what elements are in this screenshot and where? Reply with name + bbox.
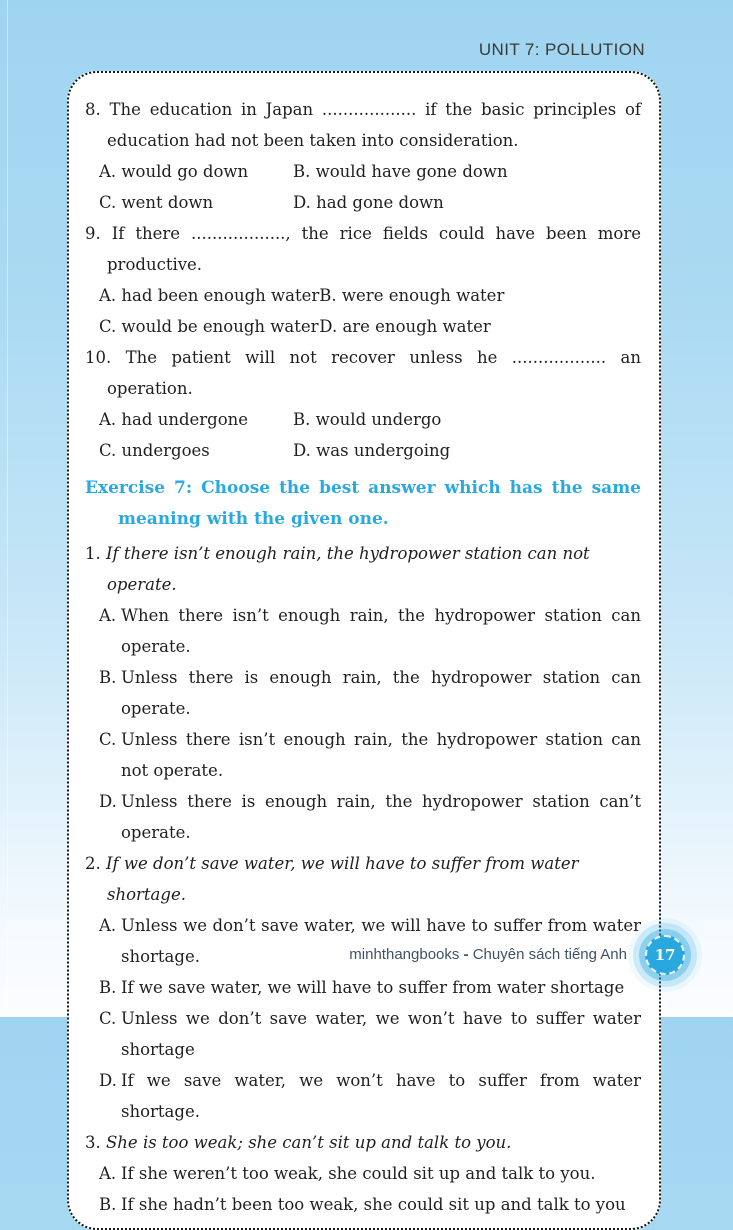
option-label: D. [99,1071,117,1090]
option-text: had undergone [121,410,249,429]
footer [349,945,627,965]
question-number: 9. [85,224,101,243]
option-text: had gone down [316,193,444,212]
option-label: B. [293,410,311,429]
question-number: 8. [85,100,101,119]
option-text: When there isn’t enough rain, the hydropower station can operate. [121,606,641,656]
option-label: B. [99,1195,117,1214]
footer-tagline: Chuyên sách tiếng Anh [472,946,627,963]
option-text: If she weren’t too weak, she could sit up and talk to you. [121,1164,596,1183]
option-label: C. [99,1009,117,1028]
page-number: 17 [654,946,676,964]
option-label: B. [319,286,337,305]
option-label: B. [99,668,117,687]
item-number: 3. [85,1133,101,1152]
option [85,1003,641,1065]
item-prompt: If there isn’t enough rain, the hydropower station can not operate. [106,544,590,594]
question-text: The education in Japan .................. if the basic principles of education had not been taken into consideration. [107,100,641,150]
option [85,1065,641,1127]
option [99,404,293,435]
option-text: were enough water [341,286,505,305]
page-edge-line [7,0,8,1017]
question-number: 10. [85,348,112,367]
option [85,600,641,662]
option-label: B. [293,162,311,181]
option-text: Unless we don’t save water, we will have to suffer from water shortage. [121,916,641,966]
question-10-options [85,404,641,466]
option-label: A. [99,606,117,625]
footer-separator: - [463,946,469,963]
option-text: undergoes [121,441,210,460]
option [99,311,319,342]
option-label: C. [99,730,117,749]
question-9-options [85,280,641,342]
exercise-heading-line1: Exercise 7: Choose the best answer which has the same [85,478,641,498]
option [85,972,641,1003]
page-number-badge [645,935,685,975]
option [99,280,319,311]
option-text: would be enough water [121,317,319,336]
option-label: A. [99,286,117,305]
option [85,786,641,848]
option-label: D. [99,792,117,811]
option-text: Unless there is enough rain, the hydropower station can operate. [121,668,641,718]
option [99,435,293,466]
exercise-heading-line2: meaning with the given one. [118,509,389,529]
question-9 [85,218,641,280]
exercise-item-1 [85,538,641,600]
option-label: A. [99,410,117,429]
unit-header: UNIT 7: POLLUTION [478,40,645,59]
question-8 [85,94,641,156]
option-text: was undergoing [316,441,451,460]
option [85,1158,641,1189]
option [293,187,641,218]
option-text: are enough water [342,317,491,336]
option-text: Unless we don’t save water, we won’t have to suffer water shortage [121,1009,641,1059]
option-label: A. [99,162,117,181]
option-text: had been enough water [121,286,320,305]
option-text: Unless there is enough rain, the hydropower station can’t operate. [121,792,641,842]
option-text: went down [121,193,214,212]
question-8-options [85,156,641,218]
option-label: D. [293,441,311,460]
item-prompt: She is too weak; she can’t sit up and talk to you. [106,1133,512,1152]
option-label: C. [99,317,117,336]
option-text: If she hadn’t been too weak, she could sit up and talk to you [121,1195,626,1214]
option-label: C. [99,193,117,212]
item-number: 1. [85,544,101,563]
option [85,724,641,786]
option [99,156,293,187]
item-prompt: If we don’t save water, we will have to suffer from water shortage. [106,854,579,904]
exercise-heading [85,473,641,535]
option [85,662,641,724]
exercise-item-3 [85,1127,641,1158]
option [293,435,641,466]
option-label: C. [99,441,117,460]
question-text: If there .................., the rice fields could have been more productive. [107,224,641,274]
option-text: would have gone down [315,162,508,181]
option-text: If we save water, we won’t have to suffer from water shortage. [121,1071,641,1121]
option-text: would go down [121,162,249,181]
option-label: D. [319,317,338,336]
exercise-item-2 [85,848,641,910]
option [293,404,641,435]
option-text: If we save water, we will have to suffer from water shortage [121,978,625,997]
brand-text: minhthangbooks [349,946,460,963]
option [293,156,641,187]
option-label: A. [99,1164,117,1183]
option [85,1189,641,1220]
option [99,187,293,218]
option-text: would undergo [315,410,442,429]
option [319,280,641,311]
item-number: 2. [85,854,101,873]
option-label: A. [99,916,117,935]
option [319,311,641,342]
option-label: B. [99,978,117,997]
option-text: Unless there isn’t enough rain, the hydropower station can not operate. [121,730,641,780]
question-text: The patient will not recover unless he .................. an operation. [107,348,642,398]
question-10 [85,342,641,404]
option-label: D. [293,193,311,212]
content-box [67,71,661,1230]
